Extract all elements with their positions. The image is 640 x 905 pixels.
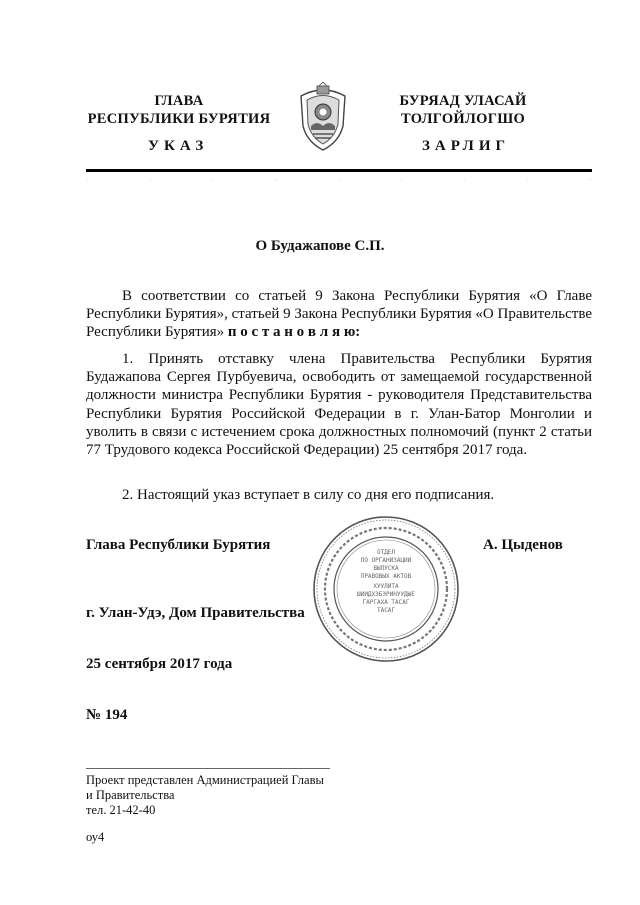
signatory-position: Глава Республики Бурятия: [86, 537, 271, 553]
header-right-line1: БУРЯАД УЛАСАЙ: [399, 93, 527, 109]
signing-place: г. Улан-Удэ, Дом Правительства: [86, 605, 305, 621]
signatory-name: А. Цыденов: [483, 537, 563, 553]
header-right-doc-type: ЗАРЛИГ: [422, 138, 511, 154]
header-right: [364, 92, 562, 128]
decree-word: п о с т а н о в л я ю:: [227, 324, 361, 341]
header-left-line2: РЕСПУБЛИКИ БУРЯТИЯ: [87, 111, 271, 127]
item-1-paragraph: [86, 350, 592, 459]
footer-line-1: Проект представлен Администрацией Главы: [86, 773, 324, 787]
header-dotted-line: · · · · · · · · ·: [86, 176, 592, 183]
intro-paragraph: [86, 287, 592, 342]
signing-date: 25 сентября 2017 года: [86, 656, 233, 672]
header-divider: [86, 169, 592, 172]
decree-number: № 194: [86, 707, 128, 723]
footer-divider: [86, 768, 330, 769]
item-2-paragraph: [86, 486, 592, 504]
footer-line-2: и Правительства: [86, 788, 175, 802]
coat-of-arms-emblem: [293, 82, 353, 154]
svg-text:ГАРГАХА ТАСАГ: ГАРГАХА ТАСАГ: [362, 599, 410, 606]
svg-text:ПО ОРГАНИЗАЦИИ: ПО ОРГАНИЗАЦИИ: [360, 557, 412, 564]
official-seal-stamp: [311, 514, 461, 664]
svg-text:ТАСАГ: ТАСАГ: [376, 607, 396, 614]
header-right-line2: ТОЛГОЙЛОГШО: [400, 111, 526, 127]
footer-line-3: тел. 21-42-40: [86, 803, 156, 817]
intro-text: В соответствии со статьей 9 Закона Республики Бурятия «О Главе Республики Бурятия», статьей 9 Закона Республики Бурятия «О Правительстве Республики Бурятия»: [86, 288, 592, 341]
header-left-line1: ГЛАВА: [154, 93, 204, 109]
svg-text:ОТДЕЛ: ОТДЕЛ: [376, 549, 396, 556]
decree-title: О Будажапове С.П.: [255, 238, 385, 254]
header-left: [84, 92, 274, 128]
item-1-text: 1. Принять отставку члена Правительства Республики Бурятия Будажапова Сергея Пурбуевича, освободить от замещаемой государственной должности министра Республики Бурятия - руководителя Представительства Республики Бурятия Российской Федерации в г. Улан-Батор Монголии и уволить в связи с истечением срока должностных полномочий (пункт 2 статьи 77 Трудового кодекса Российской Федерации) 25 сентября 2017 года.: [86, 351, 592, 459]
svg-text:ПРАВОВЫХ АКТОВ: ПРАВОВЫХ АКТОВ: [360, 573, 412, 580]
footer-note: [86, 773, 324, 818]
footer-code: оу4: [86, 830, 105, 844]
svg-text:ХУУЛИТА: ХУУЛИТА: [373, 583, 399, 590]
item-2-text: 2. Настоящий указ вступает в силу со дня его подписания.: [122, 487, 495, 503]
svg-text:ВЫПУСКА: ВЫПУСКА: [373, 565, 399, 572]
header-left-doc-type: УКАЗ: [148, 138, 209, 154]
svg-text:ШИИДХЭБЭРИНУУДЫЕ: ШИИДХЭБЭРИНУУДЫЕ: [357, 591, 415, 598]
